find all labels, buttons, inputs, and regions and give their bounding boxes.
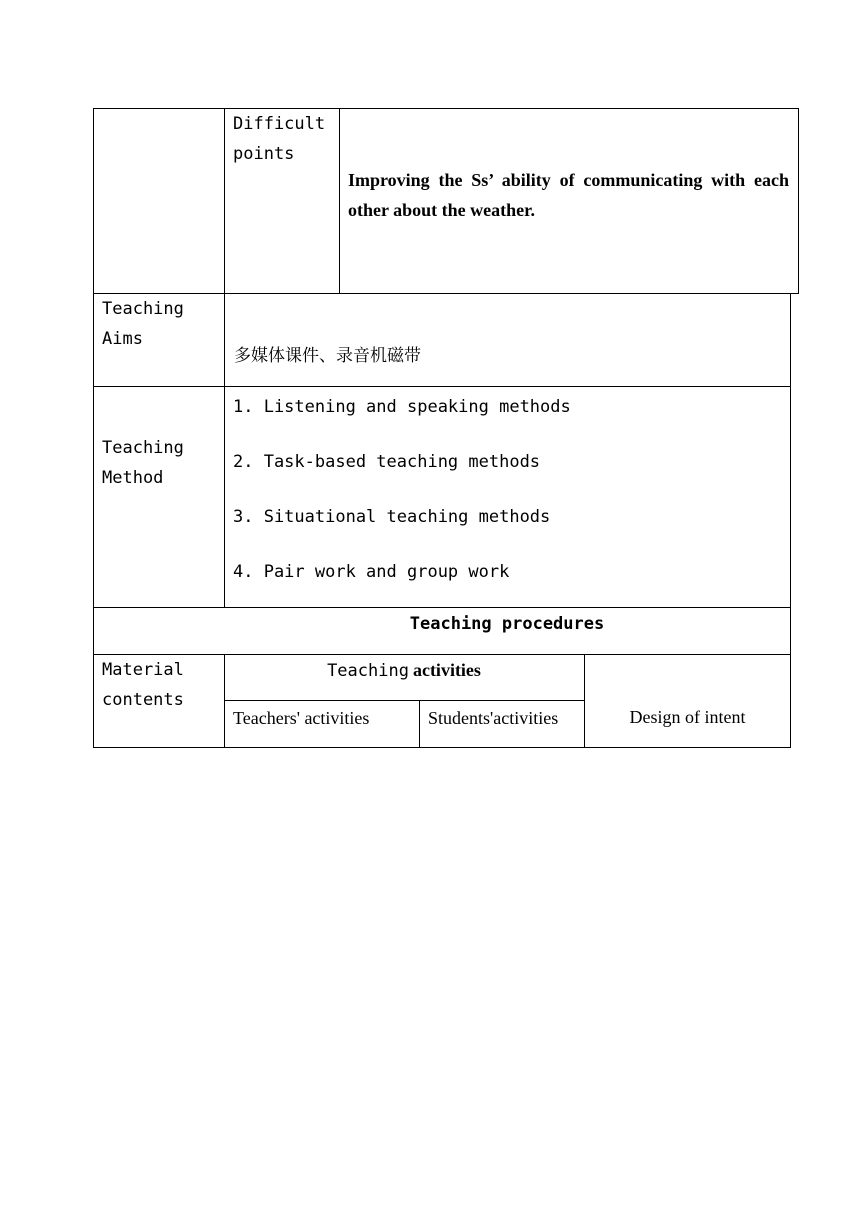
teaching-activities-header: [224, 655, 584, 687]
difficult-points-content: Improving the Ss’ ability of communicating with each other about the weather.: [348, 170, 789, 220]
method-item-1: 1. Listening and speaking methods: [233, 397, 571, 417]
method-item-4: 4. Pair work and group work: [233, 562, 510, 582]
design-of-intent-header: Design of intent: [629, 707, 746, 727]
teaching-method-label: Teaching Method: [102, 438, 184, 488]
difficult-points-label: Difficult points: [233, 114, 326, 164]
method-item-2: 2. Task-based teaching methods: [233, 452, 541, 472]
teaching-aims-content: 多媒体课件、录音机磁带: [234, 346, 421, 366]
teaching-activities-suffix: activities: [412, 660, 481, 680]
students-activities-header: Students'activities: [428, 708, 559, 728]
teaching-activities-prefix: Teaching: [327, 661, 409, 681]
teachers-activities-header: Teachers' activities: [233, 708, 370, 728]
teaching-procedures-heading: Teaching procedures: [409, 614, 605, 634]
teaching-aims-label: Teaching Aims: [102, 299, 184, 349]
method-item-3: 3. Situational teaching methods: [233, 507, 551, 527]
material-contents-label: Material contents: [102, 660, 184, 710]
